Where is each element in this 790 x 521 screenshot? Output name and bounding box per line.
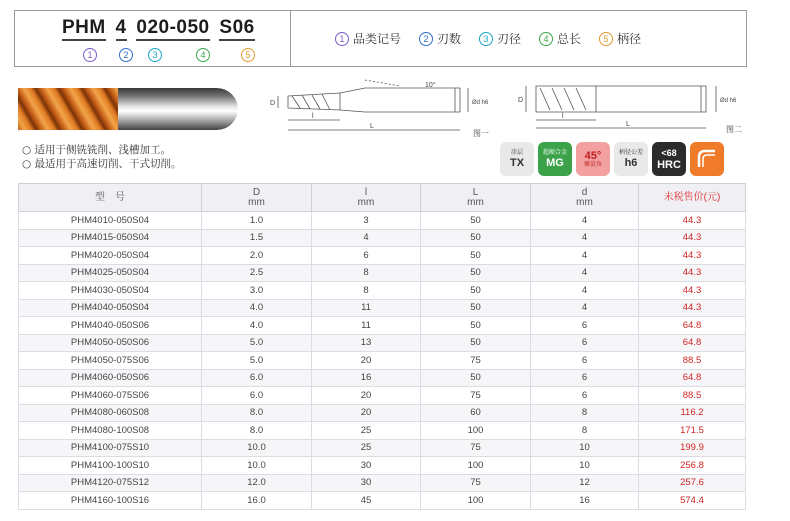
table-row bbox=[19, 264, 746, 282]
cell-big-l: 75 bbox=[421, 474, 531, 492]
table-row bbox=[19, 282, 746, 300]
mg-alloy-badge bbox=[538, 142, 572, 176]
legend-item bbox=[335, 30, 401, 47]
table-row bbox=[19, 247, 746, 265]
cell-big-l: 50 bbox=[421, 369, 531, 387]
col-header-price: 未税售价(元) bbox=[639, 184, 746, 212]
table-row bbox=[19, 439, 746, 457]
cell-price: 44.3 bbox=[639, 282, 746, 300]
cell-price: 257.6 bbox=[639, 474, 746, 492]
end-mill-photo bbox=[18, 88, 238, 130]
table-row bbox=[19, 229, 746, 247]
table-row bbox=[19, 334, 746, 352]
cell-big-l: 50 bbox=[421, 299, 531, 317]
legend-label: 柄径 bbox=[617, 32, 642, 46]
cell-shank-d: 4 bbox=[531, 229, 639, 247]
cell-d: 8.0 bbox=[202, 422, 312, 440]
cell-d: 4.0 bbox=[202, 317, 312, 335]
col-header-shank-d: d mm bbox=[531, 184, 639, 212]
model-seg-4: S06 bbox=[219, 17, 254, 41]
cell-l: 45 bbox=[312, 492, 421, 510]
fig2-label: 图二 bbox=[726, 125, 742, 134]
marker-2: 2 bbox=[119, 48, 133, 62]
cell-d: 5.0 bbox=[202, 352, 312, 370]
cell-big-l: 50 bbox=[421, 334, 531, 352]
cell-d: 3.0 bbox=[202, 282, 312, 300]
cell-d: 6.0 bbox=[202, 369, 312, 387]
cell-d: 1.0 bbox=[202, 212, 312, 230]
dim-big-l-label: L bbox=[370, 123, 374, 130]
badge-value: MG bbox=[546, 156, 564, 169]
cell-big-l: 50 bbox=[421, 229, 531, 247]
cell-price: 64.8 bbox=[639, 317, 746, 335]
legend-marker: 3 bbox=[479, 32, 493, 46]
badge-caption: 柄径公差 bbox=[618, 149, 643, 156]
table-row bbox=[19, 212, 746, 230]
table-row bbox=[19, 474, 746, 492]
cell-big-l: 100 bbox=[421, 457, 531, 475]
legend-marker: 2 bbox=[419, 32, 433, 46]
cell-price: 199.9 bbox=[639, 439, 746, 457]
tool-shape-icon bbox=[690, 142, 724, 176]
cell-shank-d: 6 bbox=[531, 369, 639, 387]
cell-shank-d: 4 bbox=[531, 264, 639, 282]
badge-value: h6 bbox=[624, 156, 638, 169]
table-row bbox=[19, 352, 746, 370]
shank-section bbox=[118, 88, 238, 130]
tx-coating-badge bbox=[500, 142, 534, 176]
cell-model: PHM4010-050S04 bbox=[19, 212, 202, 230]
cell-big-l: 75 bbox=[421, 439, 531, 457]
col-header-model: 型 号 bbox=[19, 184, 202, 212]
shank-tolerance-badge bbox=[614, 142, 648, 176]
feature-badges bbox=[500, 142, 724, 176]
cell-shank-d: 6 bbox=[531, 317, 639, 335]
cell-price: 44.3 bbox=[639, 299, 746, 317]
cell-l: 30 bbox=[312, 457, 421, 475]
diagram-fig1 bbox=[270, 78, 500, 140]
cell-big-l: 50 bbox=[421, 212, 531, 230]
diagram-fig2 bbox=[516, 74, 766, 136]
cell-model: PHM4060-050S06 bbox=[19, 369, 202, 387]
cell-l: 11 bbox=[312, 317, 421, 335]
cell-shank-d: 10 bbox=[531, 457, 639, 475]
cell-l: 25 bbox=[312, 422, 421, 440]
cell-l: 16 bbox=[312, 369, 421, 387]
cell-d: 10.0 bbox=[202, 457, 312, 475]
cell-model: PHM4100-100S10 bbox=[19, 457, 202, 475]
cell-d: 12.0 bbox=[202, 474, 312, 492]
cell-model: PHM4080-060S08 bbox=[19, 404, 202, 422]
cell-shank-d: 4 bbox=[531, 282, 639, 300]
cell-big-l: 50 bbox=[421, 247, 531, 265]
cell-l: 20 bbox=[312, 352, 421, 370]
cell-price: 574.4 bbox=[639, 492, 746, 510]
legend-marker: 5 bbox=[599, 32, 613, 46]
cell-price: 88.5 bbox=[639, 387, 746, 405]
cell-l: 20 bbox=[312, 387, 421, 405]
marker-4: 4 bbox=[196, 48, 210, 62]
table-body bbox=[19, 212, 746, 510]
spec-table bbox=[18, 183, 746, 510]
cell-model: PHM4120-075S12 bbox=[19, 474, 202, 492]
table-row bbox=[19, 317, 746, 335]
note-2: ○ 最适用于高速切削、干式切削。 bbox=[22, 158, 182, 170]
cell-price: 44.3 bbox=[639, 229, 746, 247]
legend-item bbox=[419, 30, 461, 47]
badge-caption: 涂层 bbox=[510, 149, 523, 156]
badge-caption: 螺旋角 bbox=[583, 161, 602, 168]
cell-shank-d: 10 bbox=[531, 439, 639, 457]
cell-model: PHM4030-050S04 bbox=[19, 282, 202, 300]
legend-marker: 4 bbox=[539, 32, 553, 46]
cell-l: 3 bbox=[312, 212, 421, 230]
cell-big-l: 50 bbox=[421, 317, 531, 335]
table-row bbox=[19, 422, 746, 440]
table-row bbox=[19, 369, 746, 387]
angle-label: 10° bbox=[425, 82, 436, 89]
cell-l: 30 bbox=[312, 474, 421, 492]
cell-l: 4 bbox=[312, 229, 421, 247]
table-header-row bbox=[19, 184, 746, 212]
legend-item bbox=[599, 30, 641, 47]
cell-big-l: 75 bbox=[421, 352, 531, 370]
table-row bbox=[19, 404, 746, 422]
cell-price: 64.8 bbox=[639, 334, 746, 352]
segment-markers bbox=[15, 48, 290, 64]
cell-shank-d: 6 bbox=[531, 352, 639, 370]
model-code-panel bbox=[15, 11, 291, 66]
model-seg-3: 020-050 bbox=[136, 17, 209, 41]
cell-d: 10.0 bbox=[202, 439, 312, 457]
table-row bbox=[19, 492, 746, 510]
legend-label: 品类记号 bbox=[353, 32, 402, 46]
dim-big-l-label: L bbox=[626, 121, 630, 128]
cell-shank-d: 6 bbox=[531, 387, 639, 405]
cell-big-l: 100 bbox=[421, 422, 531, 440]
legend-item bbox=[539, 30, 581, 47]
dim-l-label: l bbox=[562, 113, 564, 120]
cell-shank-d: 4 bbox=[531, 247, 639, 265]
shank-dia-label: Ød h6 bbox=[720, 98, 737, 104]
dim-l-label: l bbox=[312, 113, 314, 120]
cell-l: 8 bbox=[312, 282, 421, 300]
note-1: ○ 适用于侧铣铣削、浅槽加工。 bbox=[22, 144, 171, 156]
header-box bbox=[14, 10, 747, 67]
cell-model: PHM4060-075S06 bbox=[19, 387, 202, 405]
cell-price: 171.5 bbox=[639, 422, 746, 440]
cell-price: 116.2 bbox=[639, 404, 746, 422]
cell-model: PHM4025-050S04 bbox=[19, 264, 202, 282]
legend-label: 刃径 bbox=[497, 32, 522, 46]
cell-price: 64.8 bbox=[639, 369, 746, 387]
badge-caption: 超硬合金 bbox=[542, 149, 567, 156]
cell-d: 4.0 bbox=[202, 299, 312, 317]
cell-model: PHM4100-075S10 bbox=[19, 439, 202, 457]
cell-l: 13 bbox=[312, 334, 421, 352]
cell-l: 25 bbox=[312, 439, 421, 457]
model-code bbox=[62, 17, 259, 41]
badge-value: HRC bbox=[657, 159, 681, 171]
badge-value: 45° bbox=[584, 149, 602, 162]
cell-shank-d: 4 bbox=[531, 299, 639, 317]
cell-d: 2.5 bbox=[202, 264, 312, 282]
cell-shank-d: 12 bbox=[531, 474, 639, 492]
cell-big-l: 50 bbox=[421, 282, 531, 300]
cell-model: PHM4050-050S06 bbox=[19, 334, 202, 352]
cell-shank-d: 8 bbox=[531, 422, 639, 440]
cell-big-l: 100 bbox=[421, 492, 531, 510]
cell-model: PHM4080-100S08 bbox=[19, 422, 202, 440]
table-row bbox=[19, 457, 746, 475]
cell-big-l: 50 bbox=[421, 264, 531, 282]
shank-dia-label: Ød h6 bbox=[472, 100, 489, 106]
cell-price: 44.3 bbox=[639, 264, 746, 282]
cell-price: 44.3 bbox=[639, 212, 746, 230]
marker-1: 1 bbox=[83, 48, 97, 62]
cell-big-l: 75 bbox=[421, 387, 531, 405]
helix-angle-badge bbox=[576, 142, 610, 176]
cell-l: 6 bbox=[312, 247, 421, 265]
dim-d-label: D bbox=[270, 100, 276, 107]
cell-model: PHM4050-075S06 bbox=[19, 352, 202, 370]
badge-caption: <68 bbox=[661, 148, 677, 158]
cell-d: 1.5 bbox=[202, 229, 312, 247]
legend-label: 总长 bbox=[557, 32, 582, 46]
col-header-l: l mm bbox=[312, 184, 421, 212]
cell-price: 88.5 bbox=[639, 352, 746, 370]
cell-model: PHM4020-050S04 bbox=[19, 247, 202, 265]
cell-price: 256.8 bbox=[639, 457, 746, 475]
marker-5: 5 bbox=[241, 48, 255, 62]
cell-model: PHM4160-100S16 bbox=[19, 492, 202, 510]
flute-section bbox=[18, 88, 118, 130]
marker-3: 3 bbox=[148, 48, 162, 62]
cell-big-l: 60 bbox=[421, 404, 531, 422]
cell-price: 44.3 bbox=[639, 247, 746, 265]
legend-label: 刃数 bbox=[437, 32, 462, 46]
cell-d: 5.0 bbox=[202, 334, 312, 352]
hardness-badge bbox=[652, 142, 686, 176]
model-seg-2: 4 bbox=[116, 17, 127, 41]
cell-d: 2.0 bbox=[202, 247, 312, 265]
model-seg-1: PHM bbox=[62, 17, 106, 41]
cell-d: 6.0 bbox=[202, 387, 312, 405]
table-row bbox=[19, 387, 746, 405]
cell-l: 20 bbox=[312, 404, 421, 422]
fig1-label: 图一 bbox=[473, 129, 489, 138]
cell-l: 8 bbox=[312, 264, 421, 282]
legend-marker: 1 bbox=[335, 32, 349, 46]
col-header-big-l: L mm bbox=[421, 184, 531, 212]
col-header-d: D mm bbox=[202, 184, 312, 212]
badge-value: TX bbox=[509, 156, 525, 169]
legend bbox=[291, 11, 746, 66]
cell-d: 16.0 bbox=[202, 492, 312, 510]
cell-shank-d: 8 bbox=[531, 404, 639, 422]
cell-l: 11 bbox=[312, 299, 421, 317]
cell-shank-d: 4 bbox=[531, 212, 639, 230]
cell-shank-d: 16 bbox=[531, 492, 639, 510]
dim-d-label: D bbox=[518, 97, 524, 104]
cell-d: 8.0 bbox=[202, 404, 312, 422]
cell-shank-d: 6 bbox=[531, 334, 639, 352]
table-row bbox=[19, 299, 746, 317]
cell-model: PHM4040-050S04 bbox=[19, 299, 202, 317]
cell-model: PHM4015-050S04 bbox=[19, 229, 202, 247]
usage-notes bbox=[22, 143, 182, 171]
cell-model: PHM4040-050S06 bbox=[19, 317, 202, 335]
legend-item bbox=[479, 30, 521, 47]
